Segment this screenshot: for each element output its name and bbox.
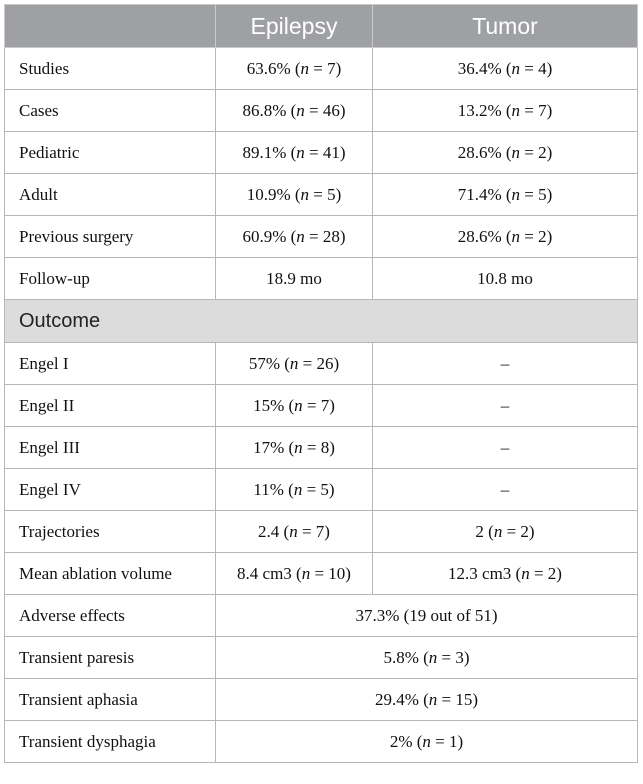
epilepsy-value: 17% (n = 8): [216, 427, 373, 469]
row-label: Engel IV: [5, 469, 216, 511]
merged-value: 29.4% (n = 15): [216, 679, 638, 721]
section-row: [5, 300, 638, 343]
tumor-value: 2 (n = 2): [373, 511, 638, 553]
table-row: [5, 679, 638, 721]
row-label: Transient paresis: [5, 637, 216, 679]
epilepsy-value: 89.1% (n = 41): [216, 132, 373, 174]
header-epilepsy: Epilepsy: [216, 5, 373, 48]
table-row: [5, 216, 638, 258]
table-row: [5, 721, 638, 763]
row-label: Cases: [5, 90, 216, 132]
tumor-value: –: [373, 427, 638, 469]
row-label: Engel II: [5, 385, 216, 427]
header-blank: [5, 5, 216, 48]
table-row: [5, 595, 638, 637]
epilepsy-value: 18.9 mo: [216, 258, 373, 300]
merged-value: 2% (n = 1): [216, 721, 638, 763]
table-row: [5, 385, 638, 427]
table-row: [5, 174, 638, 216]
tumor-value: 71.4% (n = 5): [373, 174, 638, 216]
row-label: Mean ablation volume: [5, 553, 216, 595]
epilepsy-value: 15% (n = 7): [216, 385, 373, 427]
row-label: Engel I: [5, 343, 216, 385]
section-title: Outcome: [5, 300, 638, 343]
row-label: Trajectories: [5, 511, 216, 553]
tumor-value: –: [373, 469, 638, 511]
tumor-value: 10.8 mo: [373, 258, 638, 300]
epilepsy-value: 10.9% (n = 5): [216, 174, 373, 216]
row-label: Previous surgery: [5, 216, 216, 258]
epilepsy-value: 60.9% (n = 28): [216, 216, 373, 258]
tumor-value: 28.6% (n = 2): [373, 132, 638, 174]
table-row: [5, 469, 638, 511]
outcome-table: [4, 4, 638, 763]
table-row: [5, 427, 638, 469]
tumor-value: 12.3 cm3 (n = 2): [373, 553, 638, 595]
epilepsy-value: 63.6% (n = 7): [216, 48, 373, 90]
tumor-value: 36.4% (n = 4): [373, 48, 638, 90]
table-row: [5, 258, 638, 300]
row-label: Studies: [5, 48, 216, 90]
row-label: Follow-up: [5, 258, 216, 300]
epilepsy-value: 11% (n = 5): [216, 469, 373, 511]
table-row: [5, 132, 638, 174]
merged-value: 5.8% (n = 3): [216, 637, 638, 679]
table-row: [5, 90, 638, 132]
table-row: [5, 48, 638, 90]
row-label: Transient dysphagia: [5, 721, 216, 763]
row-label: Adverse effects: [5, 595, 216, 637]
table-row: [5, 343, 638, 385]
row-label: Pediatric: [5, 132, 216, 174]
epilepsy-value: 2.4 (n = 7): [216, 511, 373, 553]
table-row: [5, 637, 638, 679]
row-label: Engel III: [5, 427, 216, 469]
tumor-value: –: [373, 385, 638, 427]
row-label: Adult: [5, 174, 216, 216]
tumor-value: 13.2% (n = 7): [373, 90, 638, 132]
tumor-value: 28.6% (n = 2): [373, 216, 638, 258]
merged-value: 37.3% (19 out of 51): [216, 595, 638, 637]
tumor-value: –: [373, 343, 638, 385]
table-row: [5, 511, 638, 553]
epilepsy-value: 57% (n = 26): [216, 343, 373, 385]
table-row: [5, 553, 638, 595]
header-row: [5, 5, 638, 48]
header-tumor: Tumor: [373, 5, 638, 48]
epilepsy-value: 86.8% (n = 46): [216, 90, 373, 132]
epilepsy-value: 8.4 cm3 (n = 10): [216, 553, 373, 595]
row-label: Transient aphasia: [5, 679, 216, 721]
